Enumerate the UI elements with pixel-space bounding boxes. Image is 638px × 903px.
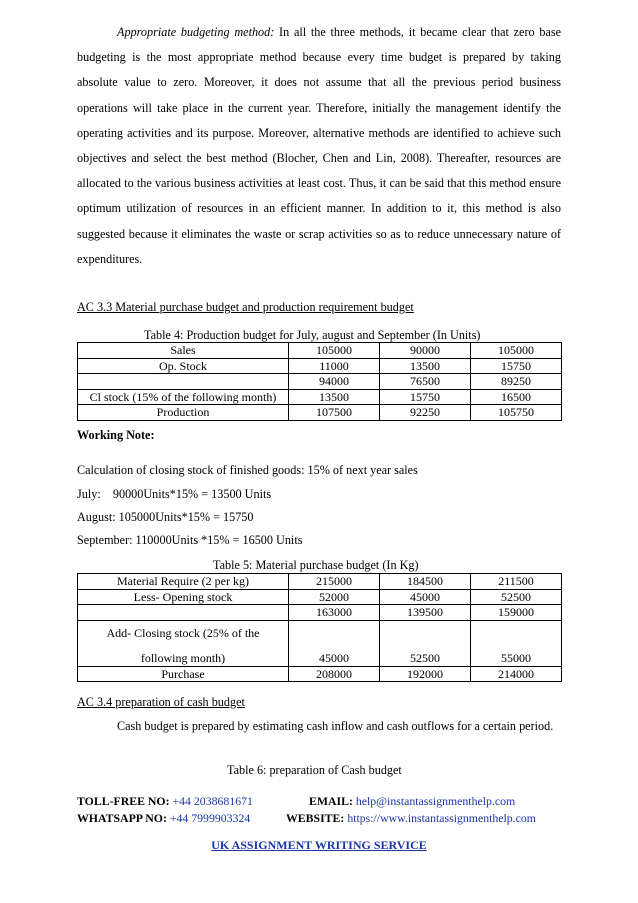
table-row [78,343,562,359]
website-label: WEBSITE: [286,811,345,825]
table-cell: 215000 [289,574,380,590]
closing-stock-label-line2: following month) [140,650,226,665]
table-cell: 89250 [471,374,562,390]
table-cell: Op. Stock [78,358,289,374]
service-banner[interactable]: UK ASSIGNMENT WRITING SERVICE [211,838,427,852]
email-link[interactable]: help@instantassignmenthelp.com [355,794,516,808]
table-row [78,358,562,374]
table-cell: 11000 [289,358,380,374]
footer-tollfree [77,793,253,809]
footer-website [286,810,536,826]
table-cell: Cl stock (15% of the following month) [78,389,289,405]
table-cell [78,605,289,621]
table-cell: 90000 [380,343,471,359]
working-note-line: July: 90000Units*15% = 13500 Units [77,487,272,501]
tollfree-label: TOLL-FREE NO: [77,794,170,808]
table-cell: 94000 [289,374,380,390]
table-cell: Less- Opening stock [78,589,289,605]
website-link[interactable]: https://www.instantassignmenthelp.com [347,811,536,825]
table-cell: 105000 [471,343,562,359]
table-cell: 159000 [471,605,562,621]
table-cell: 45000 [380,589,471,605]
intro-text: In all the three methods, it became clear that zero base budgeting is the most appropriate method because every time budget is prepared by taking absolute value to zero. Moreover, it does not assume that all the previous period business operations will take place in the current year. Therefore, initially the management identify the operating activities and its purpose. Moreover, alternative methods are identified to achieve such objectives and select the best method (Blocher, Chen and Lin, 2008). Thereafter, resources are allocated to the various business activities at least cost. Thus, it can be said that this method ensure optimum utilization of resources in an efficient manner. In addition to it, this method is also suggested because it eliminates the waste or scrap activities so as to reduce unnecessary nature of expenditures. [77,25,561,266]
intro-lead: Appropriate budgeting method: [117,25,275,39]
table-cell: 52500 [471,589,562,605]
table-cell: Sales [78,343,289,359]
table-cell [78,374,289,390]
table6-caption: Table 6: preparation of Cash budget [227,763,402,777]
material-purchase-table [77,573,562,682]
table-row [78,574,562,590]
tollfree-value[interactable]: +44 2038681671 [172,794,253,808]
table-cell: 211500 [471,574,562,590]
cash-budget-paragraph: Cash budget is prepared by estimating cash inflow and cash outflows for a certain period. [117,719,554,733]
table-cell: Material Require (2 per kg) [78,574,289,590]
table-cell: 76500 [380,374,471,390]
table-cell: Production [78,405,289,421]
footer-email [309,793,515,809]
footer-whatsapp [77,810,250,826]
table-cell: 15750 [380,389,471,405]
production-budget-table [77,342,562,421]
table-row [78,405,562,421]
working-note-line: Calculation of closing stock of finished goods: 15% of next year sales [77,463,418,477]
working-note-line: September: 110000Units *15% = 16500 Units [77,533,303,547]
table-cell: 52000 [289,589,380,605]
table-cell: 16500 [471,389,562,405]
table-cell: 45000 [289,620,380,666]
table-row [78,374,562,390]
whatsapp-label: WHATSAPP NO: [77,811,167,825]
table-cell: 13500 [289,389,380,405]
table-cell: 105000 [289,343,380,359]
table-cell: 208000 [289,666,380,682]
working-note-title: Working Note: [77,428,155,442]
section-heading-ac34: AC 3.4 preparation of cash budget [77,695,245,709]
table-cell: 105750 [471,405,562,421]
section-heading-ac33: AC 3.3 Material purchase budget and production requirement budget [77,300,414,314]
table-cell: 13500 [380,358,471,374]
table-cell: 52500 [380,620,471,666]
closing-stock-label-line1: Add- Closing stock (25% of the [106,625,260,640]
table-row [78,389,562,405]
table-row [78,666,562,682]
table-cell: 107500 [289,405,380,421]
table-cell: 184500 [380,574,471,590]
table-cell: 214000 [471,666,562,682]
table-cell: 15750 [471,358,562,374]
table-row [78,620,562,666]
table-row [78,605,562,621]
table-cell: 192000 [380,666,471,682]
email-label: EMAIL: [309,794,353,808]
working-note-line: August: 105000Units*15% = 15750 [77,510,254,524]
table-cell: 163000 [289,605,380,621]
table5-caption: Table 5: Material purchase budget (In Kg) [213,558,419,572]
table-cell: 92250 [380,405,471,421]
table-row [78,589,562,605]
table-cell: 139500 [380,605,471,621]
whatsapp-value[interactable]: +44 7999903324 [169,811,251,825]
table-cell [78,620,289,666]
table4-caption: Table 4: Production budget for July, august and September (In Units) [144,328,481,342]
intro-paragraph [77,20,561,272]
table-cell: Purchase [78,666,289,682]
table-cell: 55000 [471,620,562,666]
